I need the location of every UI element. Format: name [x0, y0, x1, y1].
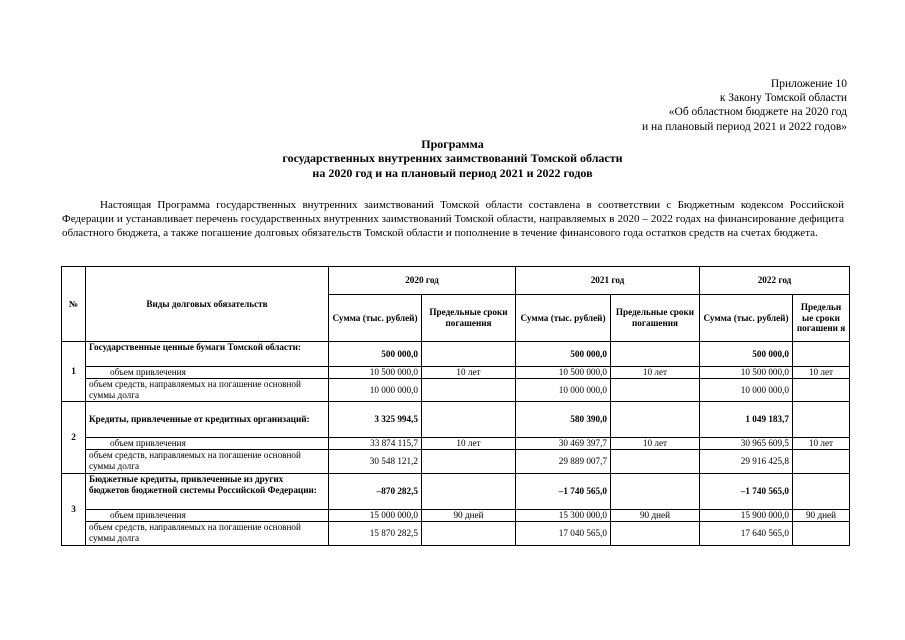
section-name-2: Кредиты, привлеченные от кредитных организаций: [86, 402, 329, 438]
cell-value: 17 640 565,0 [700, 522, 793, 546]
section-1-total-2021: 500 000,0 [516, 342, 611, 367]
title-line-2: государственных внутренних заимствований Томской области [282, 151, 623, 166]
cell-value: 30 548 121,2 [329, 450, 422, 474]
row-label: объем средств, направляемых на погашение основной суммы долга [86, 522, 329, 546]
year-header-2021: 2021 год [516, 267, 700, 295]
cell-value: 30 469 397,7 [516, 438, 611, 450]
cell-term: 90 дней [793, 510, 850, 522]
annex-line-1: Приложение 10 [770, 78, 847, 90]
document-title [0, 137, 905, 180]
row-label: объем средств, направляемых на погашение основной суммы долга [86, 450, 329, 474]
cell-value: 29 889 007,7 [516, 450, 611, 474]
section-2-total-2021: 580 390,0 [516, 402, 611, 438]
cell-term: 10 лет [611, 367, 700, 379]
row-label: объем привлечения [86, 438, 329, 450]
term-header-2022: Предельн ые сроки погашени я [793, 295, 850, 342]
cell-value: 10 500 000,0 [516, 367, 611, 379]
sum-header-2021: Сумма (тыс. рублей) [516, 295, 611, 342]
table-row [62, 379, 850, 402]
section-3-total-2020: –870 282,5 [329, 474, 422, 510]
section-row-1 [62, 342, 850, 367]
annex-header [642, 77, 847, 134]
cell-value: 15 900 000,0 [700, 510, 793, 522]
section-2-total-2020: 3 325 994,5 [329, 402, 422, 438]
table-row [62, 367, 850, 379]
section-row-3 [62, 474, 850, 510]
year-header-2020: 2020 год [329, 267, 516, 295]
cell-value: 10 000 000,0 [329, 379, 422, 402]
row-label: объем привлечения [86, 510, 329, 522]
title-line-3: на 2020 год и на плановый период 2021 и 2022 годов [312, 165, 593, 180]
cell-term: 10 лет [611, 438, 700, 450]
cell-value: 10 000 000,0 [516, 379, 611, 402]
sum-header-2022: Сумма (тыс. рублей) [700, 295, 793, 342]
col-no-header: № [62, 267, 86, 342]
cell-term: 10 лет [793, 438, 850, 450]
term-header-2020: Предельные сроки погашения [422, 295, 516, 342]
row-label: объем привлечения [86, 367, 329, 379]
table-row [62, 450, 850, 474]
row-label: объем средств, направляемых на погашение основной суммы долга [86, 379, 329, 402]
section-name-3: Бюджетные кредиты, привлеченные из других бюджетов бюджетной системы Российской Федерации: [86, 474, 329, 510]
table-row [62, 522, 850, 546]
intro-paragraph: Настоящая Программа государственных внутренних заимствований Томской области составлена в соответствии с Бюджетным кодексом Российской Федерации и устанавливает перечень государственных внутренних заимствований Томской области, направляемых в 2020 – 2022 годах на финансирование дефицита областного бюджета, а также погашение долговых обязательств Томской области и пополнение в течение финансового года остатков средств на счетах бюджета. [62, 199, 844, 240]
cell-value: 30 965 609,5 [700, 438, 793, 450]
cell-value: 15 870 282,5 [329, 522, 422, 546]
section-number-1: 1 [62, 342, 86, 402]
sum-header-2020: Сумма (тыс. рублей) [329, 295, 422, 342]
cell-term: 90 дней [422, 510, 516, 522]
header-row-years [62, 267, 850, 295]
section-name-1: Государственные ценные бумаги Томской области: [86, 342, 329, 367]
cell-value: 17 040 565,0 [516, 522, 611, 546]
cell-value: 10 500 000,0 [700, 367, 793, 379]
section-number-2: 2 [62, 402, 86, 474]
table-row [62, 510, 850, 522]
cell-term: 10 лет [793, 367, 850, 379]
title-line-1: Программа [421, 137, 484, 151]
cell-term: 10 лет [422, 438, 516, 450]
cell-value: 15 000 000,0 [329, 510, 422, 522]
section-3-total-2021: –1 740 565,0 [516, 474, 611, 510]
section-2-total-2022: 1 049 183,7 [700, 402, 793, 438]
col-type-header: Виды долговых обязательств [86, 267, 329, 342]
annex-line-3: «Об областном бюджете на 2020 год [668, 106, 847, 119]
cell-value: 10 000 000,0 [700, 379, 793, 402]
section-3-total-2022: –1 740 565,0 [700, 474, 793, 510]
cell-value: 33 874 115,7 [329, 438, 422, 450]
annex-line-2: к Закону Томской области [719, 92, 847, 105]
section-1-total-2020: 500 000,0 [329, 342, 422, 367]
section-row-2 [62, 402, 850, 438]
annex-line-4: и на плановый период 2021 и 2022 годов» [642, 120, 847, 133]
cell-term: 10 лет [422, 367, 516, 379]
cell-value: 10 500 000,0 [329, 367, 422, 379]
section-number-3: 3 [62, 474, 86, 546]
cell-value: 29 916 425,8 [700, 450, 793, 474]
section-1-total-2022: 500 000,0 [700, 342, 793, 367]
year-header-2022: 2022 год [700, 267, 850, 295]
cell-term: 90 дней [611, 510, 700, 522]
table-row [62, 438, 850, 450]
borrowing-table [61, 266, 850, 546]
cell-value: 15 300 000,0 [516, 510, 611, 522]
term-header-2021: Предельные сроки погашения [611, 295, 700, 342]
